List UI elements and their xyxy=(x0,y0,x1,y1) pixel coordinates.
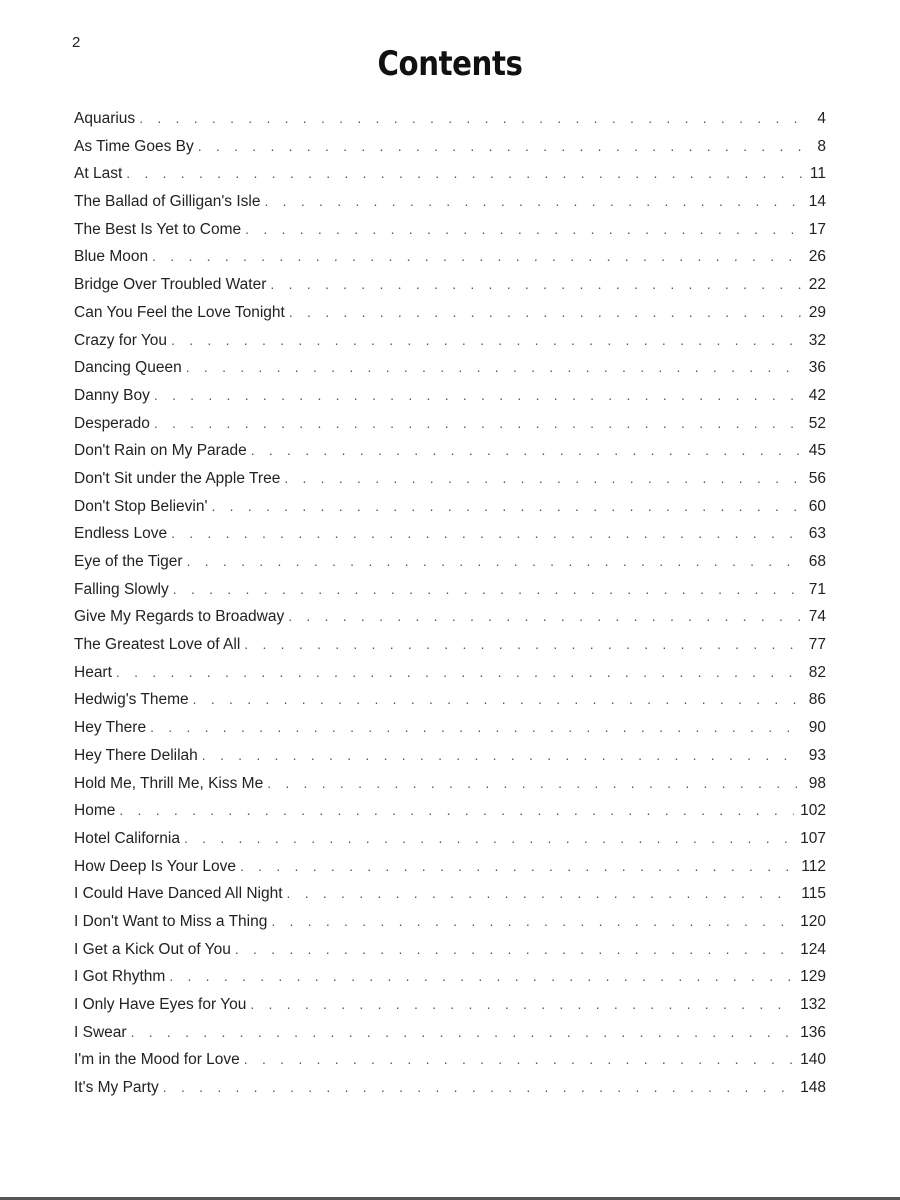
toc-entry[interactable] xyxy=(74,415,826,443)
dot-leader xyxy=(271,913,794,929)
toc-entry-page: 17 xyxy=(808,220,826,238)
toc-entry-title: As Time Goes By xyxy=(74,137,194,155)
toc-entry[interactable] xyxy=(74,664,826,692)
toc-entry-title: Don't Rain on My Parade xyxy=(74,442,247,460)
toc-entry-page: 32 xyxy=(808,331,826,349)
toc-entry[interactable] xyxy=(74,304,826,332)
toc-entry-title: At Last xyxy=(74,165,123,183)
toc-entry-title: Heart xyxy=(74,663,112,681)
toc-entry[interactable] xyxy=(74,193,826,221)
dot-leader xyxy=(131,1024,795,1040)
toc-entry-title: How Deep Is Your Love xyxy=(74,857,236,875)
toc-entry-page: 115 xyxy=(801,885,826,903)
toc-entry[interactable] xyxy=(74,885,826,913)
toc-entry[interactable] xyxy=(74,276,826,304)
dot-leader xyxy=(267,775,803,791)
toc-entry[interactable] xyxy=(74,1024,826,1052)
toc-entry-page: 63 xyxy=(808,525,826,543)
toc-entry-page: 52 xyxy=(808,414,826,432)
toc-entry[interactable] xyxy=(74,636,826,664)
toc-entry-page: 136 xyxy=(800,1023,826,1041)
toc-entry[interactable] xyxy=(74,802,826,830)
dot-leader xyxy=(251,442,803,458)
toc-entry-title: I Get a Kick Out of You xyxy=(74,940,231,958)
toc-entry-page: 4 xyxy=(817,110,826,127)
dot-leader xyxy=(154,387,803,403)
toc-entry-title: Endless Love xyxy=(74,525,168,543)
toc-entry-page: 124 xyxy=(800,940,826,958)
toc-entry-title: Home xyxy=(74,802,116,820)
toc-entry[interactable] xyxy=(74,387,826,415)
toc-entry[interactable] xyxy=(74,110,826,138)
toc-entry-page: 14 xyxy=(808,193,826,211)
toc-entry[interactable] xyxy=(74,442,826,470)
toc-entry[interactable] xyxy=(74,525,826,553)
toc-entry-page: 60 xyxy=(808,497,826,515)
dot-leader xyxy=(244,1051,794,1067)
toc-entry[interactable] xyxy=(74,248,826,276)
dot-leader xyxy=(126,165,804,181)
toc-entry-page: 82 xyxy=(808,663,826,681)
toc-entry-page: 77 xyxy=(808,636,826,654)
dot-leader xyxy=(173,581,803,597)
toc-entry-page: 140 xyxy=(800,1051,826,1069)
dot-leader xyxy=(150,719,803,735)
dot-leader xyxy=(154,415,803,431)
toc-entry[interactable] xyxy=(74,996,826,1024)
toc-entry-title: It's My Party xyxy=(74,1079,159,1097)
toc-entry[interactable] xyxy=(74,858,826,886)
toc-entry-title: Dancing Queen xyxy=(74,359,182,377)
toc-entry[interactable] xyxy=(74,830,826,858)
toc-entry-page: 129 xyxy=(800,968,826,986)
toc-entry-page: 22 xyxy=(808,276,826,294)
toc-entry-title: Hey There Delilah xyxy=(74,746,198,764)
table-of-contents xyxy=(74,110,826,1107)
toc-entry-page: 68 xyxy=(808,553,826,570)
toc-entry-page: 132 xyxy=(800,996,826,1013)
toc-entry-page: 90 xyxy=(808,719,826,737)
toc-entry-title: Blue Moon xyxy=(74,248,149,266)
toc-entry-page: 112 xyxy=(801,857,826,875)
dot-leader xyxy=(287,885,796,901)
toc-entry[interactable] xyxy=(74,775,826,803)
page-title: Contents xyxy=(377,44,523,84)
toc-entry-page: 86 xyxy=(808,691,826,709)
dot-leader xyxy=(116,664,803,680)
toc-entry[interactable] xyxy=(74,1079,826,1107)
toc-entry[interactable] xyxy=(74,581,826,609)
toc-entry[interactable] xyxy=(74,470,826,498)
dot-leader xyxy=(288,608,803,624)
dot-leader xyxy=(284,470,802,486)
dot-leader xyxy=(139,110,811,126)
toc-entry[interactable] xyxy=(74,553,826,581)
toc-entry-title: I'm in the Mood for Love xyxy=(74,1051,240,1069)
dot-leader xyxy=(186,359,803,375)
toc-entry[interactable] xyxy=(74,608,826,636)
toc-entry-title: Aquarius xyxy=(74,110,136,127)
toc-entry-title: Desperado xyxy=(74,414,150,432)
toc-entry[interactable] xyxy=(74,138,826,166)
toc-entry-page: 74 xyxy=(808,608,826,626)
dot-leader xyxy=(184,830,794,846)
toc-entry-title: I Got Rhythm xyxy=(74,968,166,986)
toc-entry[interactable] xyxy=(74,968,826,996)
dot-leader xyxy=(171,525,803,541)
toc-entry[interactable] xyxy=(74,913,826,941)
dot-leader xyxy=(198,138,812,154)
dot-leader xyxy=(202,747,803,763)
toc-entry-page: 102 xyxy=(800,802,826,820)
dot-leader xyxy=(245,221,803,237)
toc-entry-title: Don't Stop Believin' xyxy=(74,497,208,515)
toc-entry-page: 148 xyxy=(800,1079,826,1097)
toc-entry-page: 71 xyxy=(808,580,826,598)
toc-entry-title: Crazy for You xyxy=(74,331,168,349)
toc-entry-title: Hold Me, Thrill Me, Kiss Me xyxy=(74,774,264,792)
toc-entry[interactable] xyxy=(74,221,826,249)
toc-entry-title: The Greatest Love of All xyxy=(74,636,241,654)
toc-entry-page: 42 xyxy=(808,386,826,404)
toc-entry[interactable] xyxy=(74,691,826,719)
dot-leader xyxy=(193,691,803,707)
dot-leader xyxy=(235,941,794,957)
toc-entry[interactable] xyxy=(74,165,826,193)
dot-leader xyxy=(152,248,803,264)
page-number: 2 xyxy=(72,34,81,51)
toc-entry[interactable] xyxy=(74,747,826,775)
dot-leader xyxy=(187,553,803,569)
dot-leader xyxy=(250,996,794,1012)
toc-entry-page: 93 xyxy=(808,746,826,764)
toc-entry-page: 45 xyxy=(808,442,826,460)
toc-entry-page: 56 xyxy=(808,469,826,487)
toc-entry-title: Hey There xyxy=(74,719,147,737)
toc-entry-title: Don't Sit under the Apple Tree xyxy=(74,469,281,487)
dot-leader xyxy=(270,276,802,292)
toc-entry[interactable] xyxy=(74,1051,826,1079)
toc-entry-page: 29 xyxy=(808,303,826,321)
toc-entry-page: 98 xyxy=(808,774,826,792)
toc-entry[interactable] xyxy=(74,498,826,526)
dot-leader xyxy=(169,968,794,984)
dot-leader xyxy=(119,802,794,818)
toc-entry[interactable] xyxy=(74,719,826,747)
toc-entry-title: Danny Boy xyxy=(74,386,150,404)
dot-leader xyxy=(289,304,803,320)
toc-entry-page: 36 xyxy=(808,359,826,377)
dot-leader xyxy=(264,193,802,209)
toc-entry-title: I Could Have Danced All Night xyxy=(74,885,283,903)
dot-leader xyxy=(240,858,795,874)
toc-entry[interactable] xyxy=(74,941,826,969)
toc-entry-title: The Ballad of Gilligan's Isle xyxy=(74,193,261,211)
toc-entry-page: 26 xyxy=(808,248,826,266)
toc-entry-page: 8 xyxy=(817,137,826,155)
dot-leader xyxy=(211,498,802,514)
toc-entry-title: Hotel California xyxy=(74,829,180,847)
toc-entry-page: 107 xyxy=(800,829,826,847)
toc-entry-title: Hedwig's Theme xyxy=(74,691,189,709)
toc-entry-title: Falling Slowly xyxy=(74,580,169,598)
toc-entry-title: Bridge Over Troubled Water xyxy=(74,276,267,294)
dot-leader xyxy=(163,1079,794,1095)
toc-entry-title: The Best Is Yet to Come xyxy=(74,220,242,238)
toc-entry-page: 11 xyxy=(809,165,826,183)
toc-entry[interactable] xyxy=(74,332,826,360)
toc-entry-title: Can You Feel the Love Tonight xyxy=(74,303,285,321)
dot-leader xyxy=(171,332,803,348)
toc-entry-title: Give My Regards to Broadway xyxy=(74,608,285,626)
dot-leader xyxy=(244,636,802,652)
toc-entry-title: I Swear xyxy=(74,1023,127,1041)
toc-entry[interactable] xyxy=(74,359,826,387)
toc-entry-title: I Only Have Eyes for You xyxy=(74,996,247,1013)
toc-entry-title: Eye of the Tiger xyxy=(74,553,183,570)
toc-entry-title: I Don't Want to Miss a Thing xyxy=(74,912,268,930)
toc-entry-page: 120 xyxy=(800,912,826,930)
